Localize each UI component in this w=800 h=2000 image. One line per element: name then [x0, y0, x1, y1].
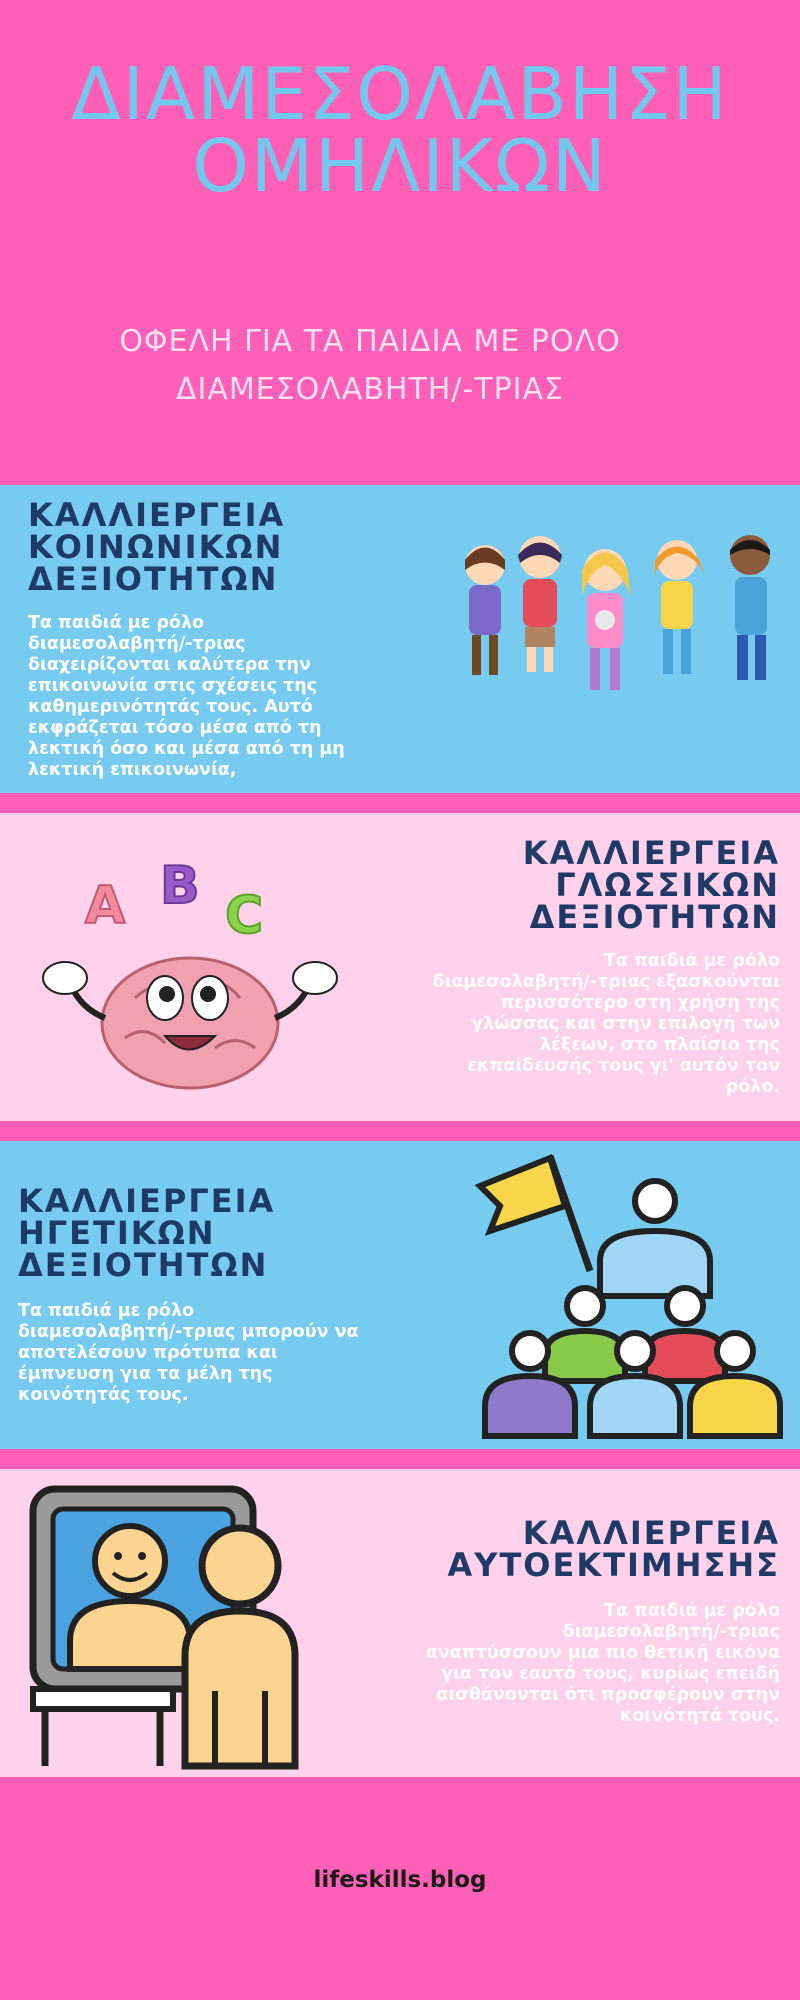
- footer-brand: lifeskills.blog: [313, 1867, 487, 1893]
- section-self-esteem: [0, 1469, 800, 1777]
- section-heading: ΚΑΛΛΙΕΡΓΕΙΑ ΓΛΩΣΣΙΚΩΝ ΔΕΞΙΟΤΗΤΩΝ: [522, 834, 780, 936]
- letter-c: C: [225, 886, 264, 946]
- brain-abc-icon: [25, 848, 355, 1093]
- section-body: Τα παιδιά με ρόλο διαμεσολαβητή/-τριας εξασκούνται περισσότερο στη χρήση της γλώσσας και στην επιλογή των λέξεων, στο πλαίσιο της εκπαίδευσής τους γι' αυτόν τον ρόλο.: [432, 951, 780, 1097]
- letter-a: A: [85, 876, 126, 936]
- children-holding-hands-icon: [455, 535, 785, 735]
- section-body: Τα παιδιά με ρόλο διαμεσολαβητή/-τριας διαχειρίζονται καλύτερα την επικοινωνία στις σχέσεις της καθημερινότητάς τους. Αυτό εκφράζεται τόσο μέσα από τη λεκτική όσο και μέσα από τη μη λεκτική επικοινωνία,: [28, 613, 345, 780]
- page-title: [0, 52, 800, 208]
- section-heading: ΚΑΛΛΙΕΡΓΕΙΑ ΗΓΕΤΙΚΩΝ ΔΕΞΙΟΤΗΤΩΝ: [18, 1182, 276, 1284]
- section-heading: ΚΑΛΛΙΕΡΓΕΙΑ ΚΟΙΝΩΝΙΚΩΝ ΔΕΞΙΟΤΗΤΩΝ: [28, 496, 286, 598]
- section-social-skills: [0, 485, 800, 793]
- section-heading: ΚΑΛΛΙΕΡΓΕΙΑ ΑΥΤΟΕΚΤΙΜΗΣΗΣ: [447, 1514, 780, 1584]
- page-title-line-1: ΔΙΑΜΕΣΟΛΑΒΗΣΗ: [71, 52, 729, 136]
- section-body: Τα παιδιά με ρόλο διαμεσολαβητή/-τριας αναπτύσσουν μια πιο θετική εικόνα για τον εαυτό τους, κυρίως επειδή αισθάνονται ότι προσφέρουν στην κοινότητά τους.: [425, 1601, 780, 1726]
- page-title-line-2: ΟΜΗΛΙΚΩΝ: [192, 124, 608, 208]
- section-leadership-skills: [0, 1141, 800, 1449]
- section-language-skills: [0, 813, 800, 1121]
- person-mirror-icon: [25, 1481, 315, 1771]
- letter-b: B: [160, 856, 200, 916]
- section-body: Τα παιδιά με ρόλο διαμεσολαβητή/-τριας μπορούν να αποτελέσουν πρότυπα και έμπνευση για τα μέλη της κοινότητάς τους.: [18, 1301, 359, 1405]
- page-subtitle: ΟΦΕΛΗ ΓΙΑ ΤΑ ΠΑΙΔΙΑ ΜΕ ΡΟΛΟ ΔΙΑΜΕΣΟΛΑΒΗΤΗ/-ΤΡΙΑΣ: [119, 324, 621, 407]
- leader-flag-group-icon: [470, 1146, 795, 1444]
